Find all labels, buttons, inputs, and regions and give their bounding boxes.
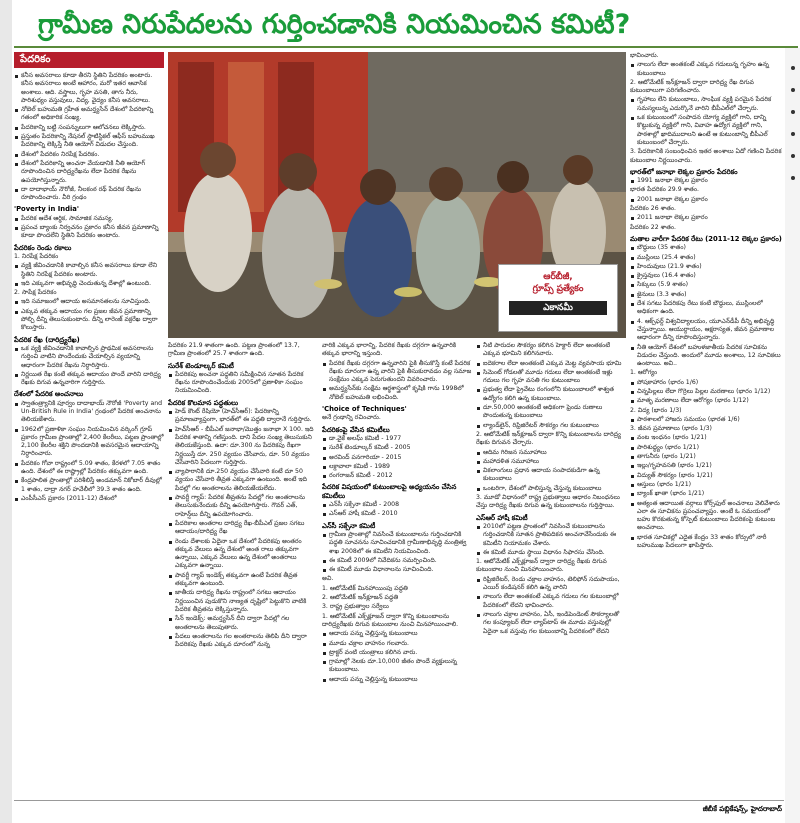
paragraph: 2. ఆటోమేటిక్ ఇన్‌క్లూజన్ ద్వారా కొన్ని కుటుంబాలను దారిద్ర్య రేఖకు దిగువన చేర్చారు. [476,430,622,447]
subheading: మతాల వారీగా పేదరిక రేటు (2011-12 లెక్కల ప్రకారం) [630,234,782,243]
bullet-point: 1962లో ప్రణాళికా సంఘం నియమించిన వర్కింగ్ గ్రూప్ ప్రకారం గ్రామీణ ప్రాంతాల్లో 2,400 కేలరీలు, పట్టణ ప్రాంతాల్లో 2,100 కేలరీల శక్తిని పొందడానికి అవసరమైన ఆదాయాన్ని నిర్ధారించారు. [14,426,164,459]
bullet-mark [791,88,795,92]
bullet-point: ప్రస్తుతం పేదరికాన్ని నేషనల్ స్టాటిస్టికల్ ఆఫీస్ బహుముఖ పేదరికాన్ని లెక్కిస్తే నీతి ఆయోగ్ విడుదల చేస్తుంది. [14,133,164,150]
bullet-point: మహాదళిత సమూహాలు [476,458,626,466]
bullet-point: స్వాతంత్ర్యానికి పూర్వం దాదాభాయ్ నౌరోజీ 'Poverty and Un-British Rule in India' గ్రంథంలో పేదరిక అంచనాను తెలియజేశారు. [14,400,164,425]
bullet-point: వంట ఇంధనం (భారం 1/21) [630,434,782,442]
paragraph: పేదరికం 21.9 శాతంగా ఉంది. పట్టణ ప్రాంతంలో 13.7, గ్రామీణ ప్రాంతంలో 25.7 శాతంగా ఉంది. [168,342,300,358]
bullet-mark [791,66,795,70]
bullet-point: ఎక్కువ తక్కువ ఆదాయం గల ప్రజల జీవన ప్రమాణాన్ని పోల్చి దీన్ని తెలుసుకుంటారు. దీన్ని లారెంజ్ వక్రరేఖ ద్వారా కొలుస్తారు. [14,308,164,333]
bullet-point: డా.వైకే అలఘ్ కమిటీ - 1977 [322,435,472,443]
bullet-point: ఆదిమ గిరిజన సమూహాలు [476,449,626,457]
bullet-point: పాఠశాలలో హాజరు సమయం (భారత 1/6) [630,416,782,424]
subheading: పేదరిక కొలమాన పద్ధతులు [168,398,239,407]
bullet-point: ఆస్తులు (భారం 1/21) [630,481,782,489]
subheading: దేశంలో పేదరిక అంచనాలు [14,390,84,399]
footer-divider [14,800,784,801]
left-margin-strip [0,0,12,823]
bullet-point: ఒక కుటుంబంలో సంపాదన యోగ్య వ్యక్తిలో గాని, దాన్ని కొట్టుకున్న వ్యక్తిలో గాని, వివాహ ఉద్యోగ వ్యక్తిలో గాని, పాఠశాల్లో ఖాదిముదాలని ఉంటే ఆ కుటుంబాన్ని బీపీఎల్ కుటుంబంలో చేర్చారు. [630,114,782,147]
paragraph: 3. మూడో విధానంలో రాష్ట్ర ప్రభుత్వాలు ఆధారం నిబంధనలు చేస్తు దారిద్ర్య రేఖకు దిగువ ఉన్న కుటుంబాలను గుర్తిస్తాయి. [476,494,620,510]
column-4-body [476,342,626,636]
bullet-point: కేంద్రపాలిత ప్రాంతాల్లో పరిశీలిస్తే అండమాన్ నికోబార్ దీవుల్లో 1 శాతం, దాద్రా నగర్ హవేలీలో 39.3 శాతం ఉంది. [14,477,164,494]
bullet-point: మాతృ మరణాలు లేదా ఆరోగ్యం (భారం 1/12) [630,397,782,405]
bullet-point: ఈ కమిటీ మూడు స్థాయి విధానం సిఫారసు చేసింది. [476,549,626,557]
bullet-point: దేశంలో పేదరికాన్ని అంచనా వేయడానికి నీతి ఆయోగ్ రూపొందించిన దారిద్ర్యరేఖను లేదా పేదరిక రేఖను ఉపయోగిస్తున్నారు. [14,160,164,185]
bullet-point: సిమెంట్ గోడలతో మూడు గదులు లేదా అంతకంటే ఇళ్లు గదులు గల గృహ వసతి గల కుటుంబాలు [476,369,626,386]
column-5-body [630,52,782,550]
bullet-point: పావర్టీ గ్యాప్ ఇండెక్స్ తక్కువగా ఉంటే పేదరిక తీవ్రత తక్కువగా ఉంటుంది. [168,572,318,589]
bullet-point: ఇల్లు/గృహవసతి (భారం 1/21) [630,462,782,470]
bullet-point: వ్యాపారానికి దూ.250 వ్యయం చేసేవారి కంటే దూ 50 వ్యయం చేసేవారి తీవ్రత ఎక్కువగా ఉంటుంది. అంటే ఇది పేదల్లో గల అంతరాలను తెలియజేయలేదు. [168,468,318,493]
paragraph: భావించారు. [630,52,659,59]
bullet-point: తాగునీరు (భారం 1/21) [630,453,782,461]
caption-author: ఆర్‌బీజీ, [543,272,573,282]
paragraph: 3. జీవన ప్రమాణాలు (భారం 1/3) [630,425,712,433]
bullet-point: జైనులు (3.3 శాతం) [630,291,782,299]
bullet-point: పేదరికం గోవా రాష్ట్రంలో 5.09 శాతం, కేరళలో 7.05 శాతం ఉంది. దేశంలో ఈ రాష్ట్రాల్లో పేదరికం తక్కువగా ఉంది. [14,460,164,477]
paragraph: 2. సాపేక్ష పేదరికం [14,289,57,297]
bullet-point: దా దాదాభాయ్ నౌరోజీ, నీలకంఠ రథ్ పేదరిక రేఖను రూపొందించారు. వీరి గ్రంథం [14,186,164,203]
bullet-point: నాలుగు చక్రాల వాహనం, ఏసీ, ఇండిపెండెంట్ సౌకర్యాలతో గల కంప్యూటర్ లేదా ల్యాప్‌టాప్ ఈ మూడు వస్తువుల్లో ఏదైనా ఒక వస్తువు గల కుటుంబాన్ని పేదరికంలో లేదని [476,611,626,636]
bullet-point: ప్రభుత్వ లేదా ప్రైవేటు రంగంలోని కుటుంబాలలో శాశ్వత ఉద్యోగం కలిగి ఉన్న కుటుంబాలు. [476,386,626,403]
adjacent-page-strip [785,48,800,823]
bullet-point: ట్రాక్టర్ వంటి యంత్రాలు కలిగిన వారు. [322,649,472,657]
column-2 [168,342,318,797]
bullet-point: లక్డావాలా కమిటీ - 1989 [322,463,472,471]
bullet-mark [791,110,795,114]
bullet-point: పావర్టీ గ్యాప్: పేదరిక తీవ్రతను పేదల్లో గల అంతరాలను తెలుసుకునేందుకు దీన్ని ఉపయోగిస్తారు. గౌవర్ ఎత్, రాహెన్ష్‌లు దీన్ని ఉపయోగించారు. [168,494,318,519]
bullet-point: 4. ఆక్స్‌ఫర్డ్ విశ్వవిద్యాలయం, యూఎన్‌డీపీ దీన్ని అభివృద్ధి చేస్తున్నాయి. ఆయుర్దాయం, ఆక్షరాస్యత, జీవన ప్రమాణాల ఆధారంగా దీన్ని రూపొందిస్తున్నారు. [630,318,782,343]
paragraph: 2. ఆటోమేటిక్ ఇన్‌క్లూజన్ పద్ధతి [322,594,399,602]
column-2-body [168,342,318,649]
bullet-point: బౌద్ధులు (35 శాతం) [630,244,782,252]
bullet-point: పేదరిక ఆదేశ ఆర్థిక, సామాజిక సమస్య. [14,215,164,223]
bullet-point: రిఫ్రిజిరేటర్, రెండు చక్రాల వాహనం, టెలిఫోన్ సదుపాయం, ఎయిర్‌ కండిషనర్ కలిగి ఉన్న వారిని [476,576,626,593]
bullet-point: సేన్ ఇండెక్స్: అమర్త్యసేన్ దీని ద్వారా పేదల్లో గల అంతరాలను తెలుపుతారు. [168,615,318,632]
bullet-point: పేదలు అంతరాలను గల అంతరాలను తెలిపి దీని ద్వారా పేదరికపు రేఖకు ఎక్కువ దూరంలో నున్న [168,633,318,650]
paragraph: 1. ఆటోమేటిక్ ఎక్స్‌క్లూజన్ ద్వారా కొన్ని కుటుంబాలను దారిద్ర్యరేఖకు దిగువ కుటుంబాల నుంచి మినహాయించాలి. [322,612,459,628]
paragraph: 1. నిరపేక్ష పేదరికం [14,252,59,260]
bullet-point: ప్రపంచ బ్యాంకు నిర్వచనం ప్రకారం కనీస జీవన ప్రమాణాన్ని కూడా పొందలేని స్థితిని పేదరికం అంటారు. [14,224,164,241]
bullet-point: సిక్కులు (5.9 శాతం) [630,281,782,289]
paragraph: 1. ఆరోగ్యం [630,369,658,377]
photo-caption-box [498,264,618,332]
bullet-point: జాతీయ దారిద్ర్య రేఖను రాష్ట్రంలో సగటు ఆదాయం నిర్ణయించిన పుడుకొని నాణ్యత దృష్టిలో పెట్టుకొని వాటికి పేదరిక తీవ్రతను లెక్కిస్తున్నారు. [168,589,318,614]
bullet-point: చిన్నపిల్లలు లేదా గొర్రెలు పిల్లల మరణాలు (భారం 1/12) [630,388,782,396]
bullet-point: దేశ సగటు పేదరికపు రేటు కంటే బౌద్ధులు, ముస్లింలలో అధికంగా ఉంది. [630,300,782,317]
bullet-point: ఇది ఎక్కువగా అభివృద్ధి చెందుతున్న దేశాల్లో ఉంటుంది. [14,280,164,288]
column-1-body [14,72,164,503]
paragraph: 3. రాష్ట్ర ప్రభుత్వాల సర్వేలు [322,603,389,611]
bullet-point: ఎన్‌సీ సక్సేనా కమిటీ - 2008 [322,501,472,509]
paragraph: 3. పేదరికానికి సంబంధించిన ఇతర అంశాలు ఏదో గణించి పేదరిక కుటుంబాల నిర్ణయించారు. [630,148,782,164]
bullet-point: వికలాంగులు ప్రధాన ఆదాయ సంపాదకుడిగా ఉన్న కుటుంబాలు [476,467,626,484]
column-3-body [322,342,472,684]
bullet-point: నాలుగు లేదా అంతకంటే ఎక్కువ గదులున్న గృహం ఉన్న కుటుంబాలు [630,61,782,78]
bullet-point: గ్రామీణ ప్రాంతాల్లో నివసించే కుటుంబాలను గుర్తించడానికి పద్ధతి సూచనను సూచించడానికి గ్రామీణాభివృద్ధి మంత్రిత్వ శాఖ 2008లో ఈ కమిటీని నియమించింది. [322,531,472,556]
paragraph: 2. విద్య (భారం 1/3) [630,406,682,414]
bullet-point: 2001 జనాభా లెక్కల ప్రకారం [630,196,782,204]
bullet-point: వ్యక్తి జీవించడానికి కావాల్సిన కనీస అవసరాలు కూడా లేని స్థితిని నిరపేక్ష పేదరికం అంటారు. [14,262,164,279]
bullet-point: మూడు చక్రాల వాహనం గలవారు. [322,640,472,648]
bullet-point: పేదరికాన్ని బట్టి సంపన్నులుగా ఆలోచనలు లెక్కిస్తారు. [14,124,164,132]
bullet-point: 2010లో పట్టణ ప్రాంతంలో నివసించే కుటుంబాలను గుర్తించడానికి సూతన ప్రాతిపదికన అంచనావేసేందుకు ఈ కమిటీని నియామకం చేశారు. [476,523,626,548]
paragraph: 2. ఆటోమేటిక్ ఇన్‌క్లూజన్ ద్వారా దారిద్ర్య రేఖ దిగువ కుటుంబాలుగా పరిగణించారు. [630,78,754,95]
paragraph: పేదరికం 26 శాతం. [630,205,676,213]
bullet-point: భారత సూచికల్లో ఎదైత కేంద్రం 33 శాతం కోర్సులో నారీ బహుముఖ పేదలుగా ఖాపిస్తారు. [630,534,782,551]
bullet-point: హెడ్ కౌంట్ రేషియో (హెచ్‌సీఆర్): పేదరికాన్ని ప్రమాణవ్యాప్తంగా, భారత్‌లో ఈ పద్ధతి ద్వారానే గుర్తిస్తారు. [168,408,318,425]
bullet-point: గృహాలు లేని కుటుంబాలు, సాంఘిక వ్యక్తి పరమైన పేదరిక సమస్యలున్న ఎదుర్కొనే వారిని బీపీఎల్‌లో చేర్చారు. [630,96,782,113]
bullet-point: నోబెల్ బహుమతి గ్రహీత అమర్త్యసేన్ దేశంలో పేదరికాన్ని గతంలో అధికారిక సంఖ్య. [14,106,164,123]
paragraph: భారత పేదరికం 29.9 శాతం. [630,186,699,194]
paragraph: వారికి ఎక్కువ భారాన్ని, పేదరిక రేఖకు దగ్గరగా ఉన్నవారికి తక్కువ భారాన్ని ఇస్తుంది. [322,342,457,358]
subheading: ఎస్ఆర్ హాషీ కమిటీ [476,513,528,522]
bullet-point: పేదరిక రేఖకు దగ్గరగా ఉన్నవారిని పైకి తీసుకొస్తే కంటే పేదరిక రేఖకు దూరంగా ఉన్న వారిని పైకి తీసుకురావడం వల్ల సమాజ సంక్షేమం ఎక్కువ పెరుగుతుందని వివరించారు. [322,360,472,385]
column-1 [14,52,164,797]
page-title: గ్రామీణ నిరుపేదలను గుర్తించడానికి నియమించిన కమిటీ? [38,9,631,40]
subheading: పేదరికంపై వేసిన కమిటీలు [322,425,390,434]
bullet-point: అరవింద్ పనగారియా - 2015 [322,454,472,462]
bullet-mark [791,176,795,180]
bullet-point: నీతి ఆయోగ్ దేశంలో బహుళజాతీయ పేదరిక సూచికను విడుదల చేస్తుంది. అందులో మూడు అంశాలు, 12 సూచికలు ఉంటాయి. అవి.. [630,344,782,369]
subheading: పేదరిక రేఖ (దారిద్ర్యరేఖ) [14,335,80,344]
bullet-mark [791,132,795,136]
subheading: భారత్‌లో జనాభా లెక్కల ప్రకారం పేదరికం [630,167,738,176]
subheading: ఎన్‌సీ సక్సేనా కమిటీ [322,521,376,530]
bullet-point: రంగరాజన్ కమిటీ - 2012 [322,472,472,480]
bullet-point: క్రైస్తవులు (16.4 శాతం) [630,272,782,280]
bullet-point: ల్యాండ్‌లైన్, రిఫ్రిజిరేటర్ సౌకర్యం గల కుటుంబాలు [476,422,626,430]
paragraph: 1. ఆటోమేటిక్ మినహాయింపు పద్ధతి [322,584,408,592]
bullet-point: గ్రామాల్లో నెలకు దూ.10,000 జీతం పొందే వ్యక్తులున్న కుటుంబాలు. [322,658,472,675]
bullet-point: 1991 జనాభా లెక్కల ప్రకారం [630,177,782,185]
bullet-point: దూ.50,000 అంతకంటే అధికంగా ఫ్రెండు రుణాలు పొందుతున్న కుటుంబాలు [476,404,626,421]
bullet-point: ముస్లింలు (25.4 శాతం) [630,254,782,262]
caption-subtitle: గ్రూప్స్ ప్రత్యేకం [532,284,584,294]
bullet-point: హిందువులు (21.9 శాతం) [630,263,782,271]
paragraph: అనే గ్రంథాన్ని రచించారు. [322,414,381,422]
bullet-point: ఈ కమిటీ 2009లో నివేదికను సమర్పించింది. [322,557,472,565]
bullet-mark [791,154,795,158]
column-5 [630,52,782,797]
column-4 [476,342,626,797]
bullet-point: పేదరికాల అంతరాల దారిద్ర్య రేఖ-బీపీఎల్ ప్రజల సగటు ఆదాయం/దారిద్ర్య రేఖ [168,520,318,537]
caption-tag: ఎకానమీ [509,301,607,315]
bullet-point: విద్యుత్ సౌకర్యం (భారం 1/21) [630,472,782,480]
bullet-point: సురేశ్ టెండూల్కర్ కమిటీ - 2005 [322,444,472,452]
bullet-point: ఐదెకరాల లేదా అంతకంటే ఎక్కువ మెట్ట వ్యవసాయ భూమి [476,360,626,368]
bullet-point: పేదరికపు అంచనా పద్ధతిని సమీక్షించిన సూతన పేదరిక రేఖను రూపొందించేందుకు 2005లో ప్రణాళికా సంఘం నియమించింది. [168,371,318,396]
paragraph: 1. ఆటోమేటిక్ ఎక్స్‌క్లూజన్ ద్వారా దారిద్ర్య రేఖకు దిగువ కుటుంబాల నుంచి మినహాయించారు. [476,558,607,574]
bullet-point: నిర్ణయిత రేఖ కంటే తక్కువ ఆదాయం పొందే వారిని దారిద్ర్య రేఖకు దిగువ ఉన్నవారిగా గుర్తిస్తారు. [14,371,164,388]
bullet-point: ఒక వ్యక్తి జీవించడానికి కావాల్సిన ప్రాథమిక అవసరాలను గుర్తించి వాటిని పొందేందుకు చేయాల్సిన వ్యయాన్ని ఆధారంగా పేదరిక రేఖను నిర్ధారిస్తారు. [14,345,164,370]
bullet-point: అత్యంత ఆదాయిత వర్గాలు కోర్స్‌ఫుల్ అంచనాలు వెలివేశారు ఎలా ఈ సూచికను ప్రపంచవ్యాప్తం. అంటే ఓ సమయంలో బహు కొరకుతున్న కోస్పెట్ కుటుంబాలు పేదరికంపై కుటుంబ అంచనాలు. [630,500,782,533]
paragraph: పేదరికం 22 శాతం. [630,223,676,231]
bullet-point: అమర్త్యసేన్‌కు సంక్షేమ ఆర్థశాస్త్రంలో కృషికి గాను 1998లో నోబెల్ బహుమతి లభించింది. [322,385,472,402]
subheading: పేదరిక విషయంలో కుటుంబాలపై అధ్యయనం చేసిన కమిటీలు [322,483,457,500]
bullet-point: ఎస్ఆర్ హాషీ కమిటీ - 2010 [322,510,472,518]
column-3 [322,342,472,797]
bullet-point: ఎంపీసీఎస్ ప్రకారం (2011-12) దేశంలో [14,495,164,503]
bullet-point: పోషకాహారం (భారం 1/6) [630,379,782,387]
bullet-point: ఆదాయ పన్ను చెల్లిస్తున్న కుటుంబాలు [322,676,472,684]
bullet-point: దేశంలో పేదరికం నిరపేక్ష పేదరికం. [14,151,164,159]
subheading: 'Choice of Techniques' [322,405,407,414]
subheading: సురేశ్ టెండూల్కర్ కమిటీ [168,361,234,370]
subheading: పేదరికం రెండు రకాలు [14,243,72,252]
bullet-point: హెచ్‌సీఆర్ - బీపీఎల్ జనాభా/మొత్తం జనాభా X 100. ఇది పేదరిక శాతాన్ని గణిస్తుంది. దాని పేదల సంఖ్య తెలుసుకుని తెలియజేస్తుంది. ఉదా: దూ.300 ను పేదరికపు రేఖగా నిర్ణయిస్తే దూ. 250 వ్యయం చేసేవారు, దూ. 50 వ్యయం చేసేవారిని పేదలుగా గుర్తిస్తారు. [168,426,318,467]
bullet-point: ఆదాయ పన్ను చెల్లిస్తున్న కుటుంబాలు [322,630,472,638]
bullet-point: నాలుగు లేదా అంతకంటే ఎక్కువ గదులు గల కుటుంబాల్లో పేదరికంలో లేదని భావించారు. [476,593,626,610]
bullet-point: 2011 జనాభా లెక్కల ప్రకారం [630,214,782,222]
title-divider [14,46,798,48]
bullet-point: ఈ కమిటీ మూడు విధానాలను సూచించింది. [322,566,472,574]
bullet-point: ఇది సమాజంలో ఆదాయ అసమానతలను సూచిస్తుంది. [14,298,164,306]
section-banner: పేదరికం [14,52,164,68]
bullet-point: పారిశుద్ధ్యం (భారం 1/21) [630,444,782,452]
subheading: 'Poverty in India' [14,205,79,214]
paragraph: అవి. [322,575,334,583]
bullet-point: బ్యాంక్ ఖాతా (భారం 1/21) [630,490,782,498]
bullet-point: ఒంటరిగా, దేశంలో పాలిస్తున్న చేస్తున్న కుటుంబాలు [476,485,626,493]
bullet-point: కనీస అవసరాలు కూడా తీరని స్థితిని పేదరికం అంటారు. కనీస అవసరాలు అంటే ఆహారం, మరో ఇతర ఆవాసిక అంశాలు. ఆది. వస్త్రాలు, గృహ వసతి, తాగు నీరు, పారిశుధ్యం వస్తువులు, విద్య, వైద్యం కనీస అవసరాలు. [14,72,164,105]
bullet-point: నీటి పారుదల సౌకర్యం కలిగిన హెక్టార్ లేదా అంతకంటే ఎక్కువ భూమిని కలిగినవారు. [476,342,626,359]
publisher-credit: జీబీకే పబ్లికేషన్స్, హైదరాబాద్ [702,805,782,813]
bullet-point: రెండు దేశాలకు ఏదైనా ఒక దేశంలో పేదరికపు అంతరం తక్కువ వేలులు ఉన్న దేశంలో అంత రాలు తక్కువగా ఉన్నాయి, ఎక్కువ వేలులు ఉన్న దేశంలో అంతరాలు ఎక్కువగా ఉన్నాయి. [168,538,318,571]
